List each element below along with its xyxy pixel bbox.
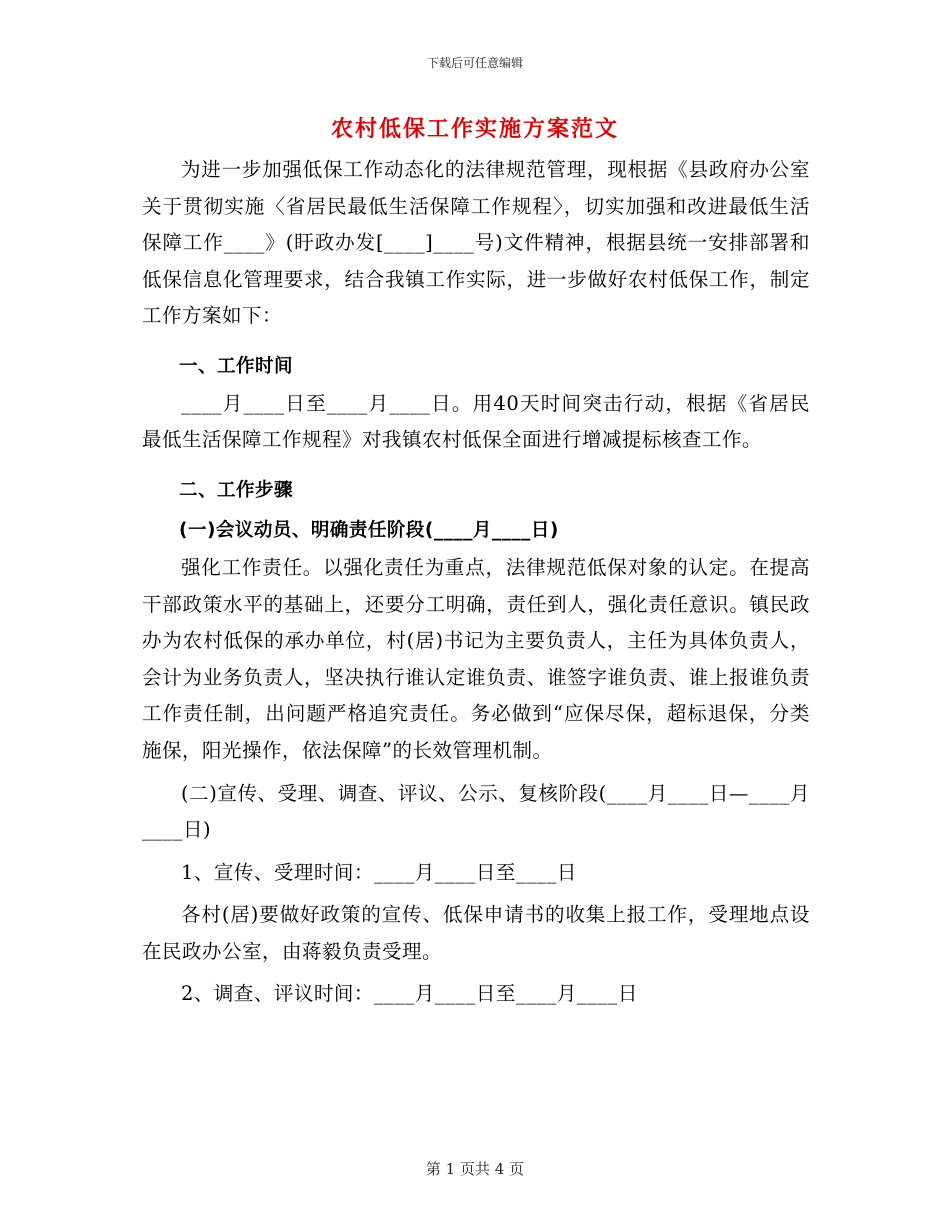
page-footer: 第 1 页共 4 页 (425, 1160, 525, 1178)
header-note: 下载后可任意编辑 (426, 56, 523, 70)
document-title: 农村低保工作实施方案范文 (330, 116, 619, 142)
publicity-paragraph: 各村(居)要做好政策的宣传、低保申请书的收集上报工作，受理地点设在民政办公室，由蒋毅负责受理。 (142, 903, 810, 963)
section-heading-work-steps: 二、工作步骤 (179, 479, 294, 501)
work-time-paragraph: ____月____日至____月____日。用40天时间突击行动，根据《省居民最低生活保障工作规程》对我镇农村低保全面进行增减提标核查工作。 (142, 391, 810, 452)
intro-paragraph: 为进一步加强低保工作动态化的法律规范管理，现根据《县政府办公室关于贯彻实施〈省居民最低生活保障工作规程〉，切实加强和改进最低生活保障工作____》(盱政办发[____]____号)文件精神，根据县统一安排部署和低保信息化管理要求，结合我镇工作实际，进一步做好农村低保工作，制定工作方案如下： (142, 158, 810, 328)
step-publicity-time: 1、宣传、受理时间：____月____日至____日 (181, 860, 577, 884)
step-survey-time: 2、调查、评议时间：____月____日至____月____日 (181, 982, 638, 1006)
document-body (142, 152, 810, 1013)
responsibility-paragraph: 强化工作责任。以强化责任为重点，法律规范低保对象的认定。在提高干部政策水平的基础上，还要分工明确，责任到人，强化责任意识。镇民政办为农村低保的承办单位，村(居)书记为主要负责人，主任为具体负责人，会计为业务负责人，坚决执行谁认定谁负责、谁签字谁负责、谁上报谁负责工作责任制，出问题严格追究责任。务必做到“应保尽保，超标退保，分类施保，阳光操作，依法保障”的长效管理机制。 (142, 555, 810, 762)
section-heading-work-time: 一、工作时间 (179, 355, 294, 377)
subsection-heading-mobilization: (一)会议动员、明确责任阶段(____月____日) (179, 520, 559, 542)
subsection-heading-publicity: (二)宣传、受理、调查、评议、公示、复核阶段(____月____日—____月____日) (142, 781, 810, 842)
